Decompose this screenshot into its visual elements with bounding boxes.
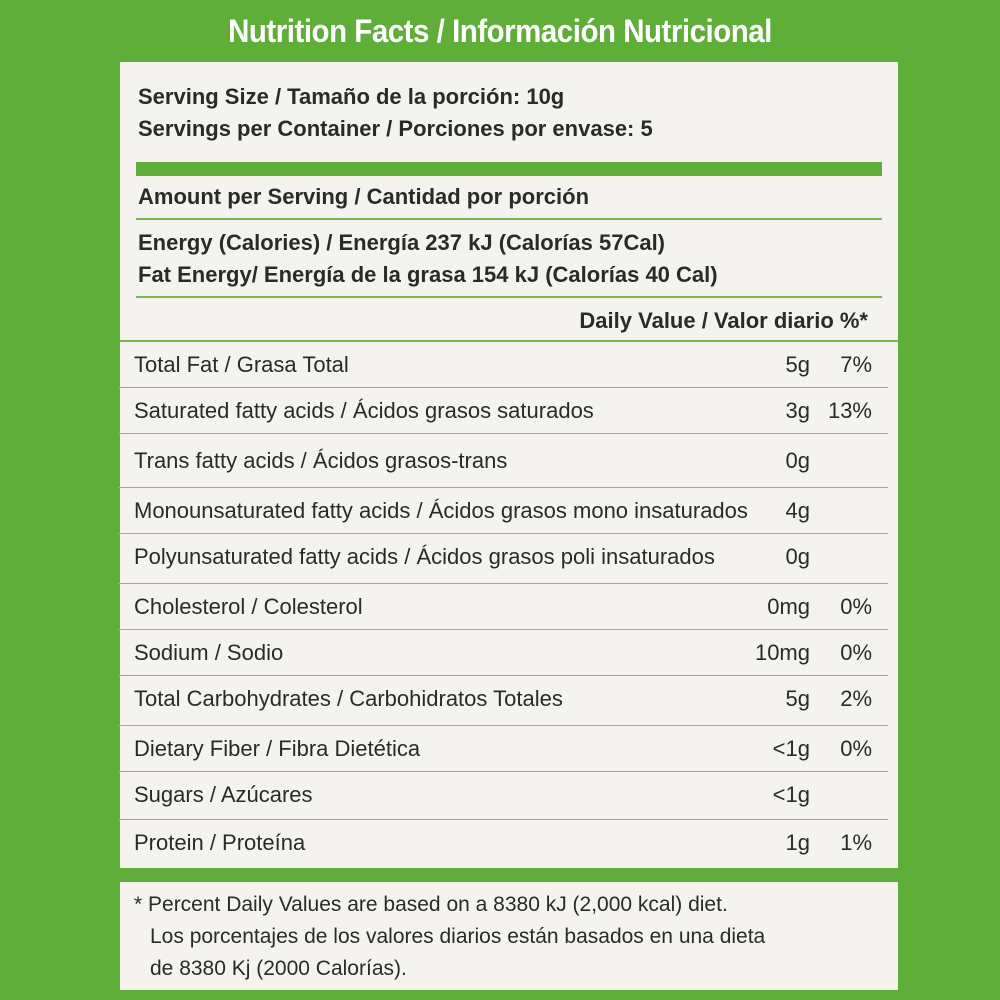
nutrient-row: [134, 584, 872, 630]
nutrient-row: [134, 820, 872, 866]
nutrient-name: Sugars / Azúcares: [134, 782, 313, 807]
nutrient-amount: 0g: [785, 544, 810, 569]
nutrient-name: Monounsaturated fatty acids / Ácidos grasos mono insaturados: [134, 498, 748, 523]
energy-calories: Energy (Calories) / Energía 237 kJ (Calorías 57Cal): [138, 230, 666, 255]
divider: [136, 218, 882, 220]
nutrient-daily-value: 1%: [840, 830, 872, 855]
nutrient-name: Protein / Proteína: [134, 830, 306, 855]
nutrient-amount: <1g: [772, 736, 810, 761]
nutrient-amount: 0g: [785, 448, 810, 473]
nutrient-amount: 0mg: [767, 594, 810, 619]
nutrient-amount: 10mg: [754, 640, 810, 665]
nutrient-daily-value: 0%: [840, 640, 872, 665]
thick-divider: [136, 162, 882, 176]
nutrient-row: [134, 772, 872, 820]
daily-value-heading: Daily Value / Valor diario %*: [579, 308, 868, 333]
nutrient-daily-value: 13%: [827, 398, 872, 423]
nutrient-name: Total Fat / Grasa Total: [134, 352, 349, 377]
nutrient-row: [134, 676, 872, 726]
nutrient-row: [134, 488, 872, 534]
thick-divider: [120, 868, 898, 882]
nutrient-daily-value: 7%: [840, 352, 872, 377]
nutrient-amount: 5g: [785, 352, 810, 377]
nutrient-row: [134, 388, 872, 434]
fat-energy: Fat Energy/ Energía de la grasa 154 kJ (Calorías 40 Cal): [138, 262, 718, 287]
nutrient-amount: 1g: [785, 830, 810, 855]
serving-size: Serving Size / Tamaño de la porción: 10g: [138, 84, 565, 109]
servings-per-container: Servings per Container / Porciones por envase: 5: [138, 116, 653, 141]
footnote-line: Los porcentajes de los valores diarios están basados en una dieta: [150, 925, 766, 948]
nutrition-panel: [120, 62, 898, 990]
nutrient-row: [134, 726, 872, 772]
nutrient-row: [134, 342, 872, 388]
nutrient-amount: 5g: [785, 686, 810, 711]
nutrient-name: Cholesterol / Colesterol: [134, 594, 363, 619]
divider: [136, 296, 882, 298]
nutrient-name: Total Carbohydrates / Carbohidratos Totales: [134, 686, 563, 711]
amount-per-serving-heading: Amount per Serving / Cantidad por porción: [138, 184, 590, 209]
row-divider: [118, 433, 888, 434]
footnote-line: de 8380 Kj (2000 Calorías).: [150, 957, 407, 980]
nutrient-row: [134, 630, 872, 676]
nutrient-daily-value: 2%: [840, 686, 872, 711]
nutrient-name: Dietary Fiber / Fibra Dietética: [134, 736, 421, 761]
nutrient-name: Sodium / Sodio: [134, 640, 284, 665]
nutrient-daily-value: 0%: [840, 736, 872, 761]
nutrient-name: Saturated fatty acids / Ácidos grasos saturados: [134, 398, 594, 423]
nutrient-amount: 3g: [785, 398, 810, 423]
nutrient-amount: 4g: [785, 498, 810, 523]
nutrient-amount: <1g: [772, 782, 810, 807]
label-title: Nutrition Facts / Información Nutricional: [228, 12, 772, 49]
nutrient-name: Polyunsaturated fatty acids / Ácidos grasos poli insaturados: [134, 544, 715, 569]
nutrient-row: [134, 438, 872, 488]
nutrient-row: [134, 534, 872, 584]
nutrient-name: Trans fatty acids / Ácidos grasos-trans: [134, 448, 508, 473]
nutrient-daily-value: 0%: [840, 594, 872, 619]
footnote-line: * Percent Daily Values are based on a 8380 kJ (2,000 kcal) diet.: [134, 893, 728, 916]
